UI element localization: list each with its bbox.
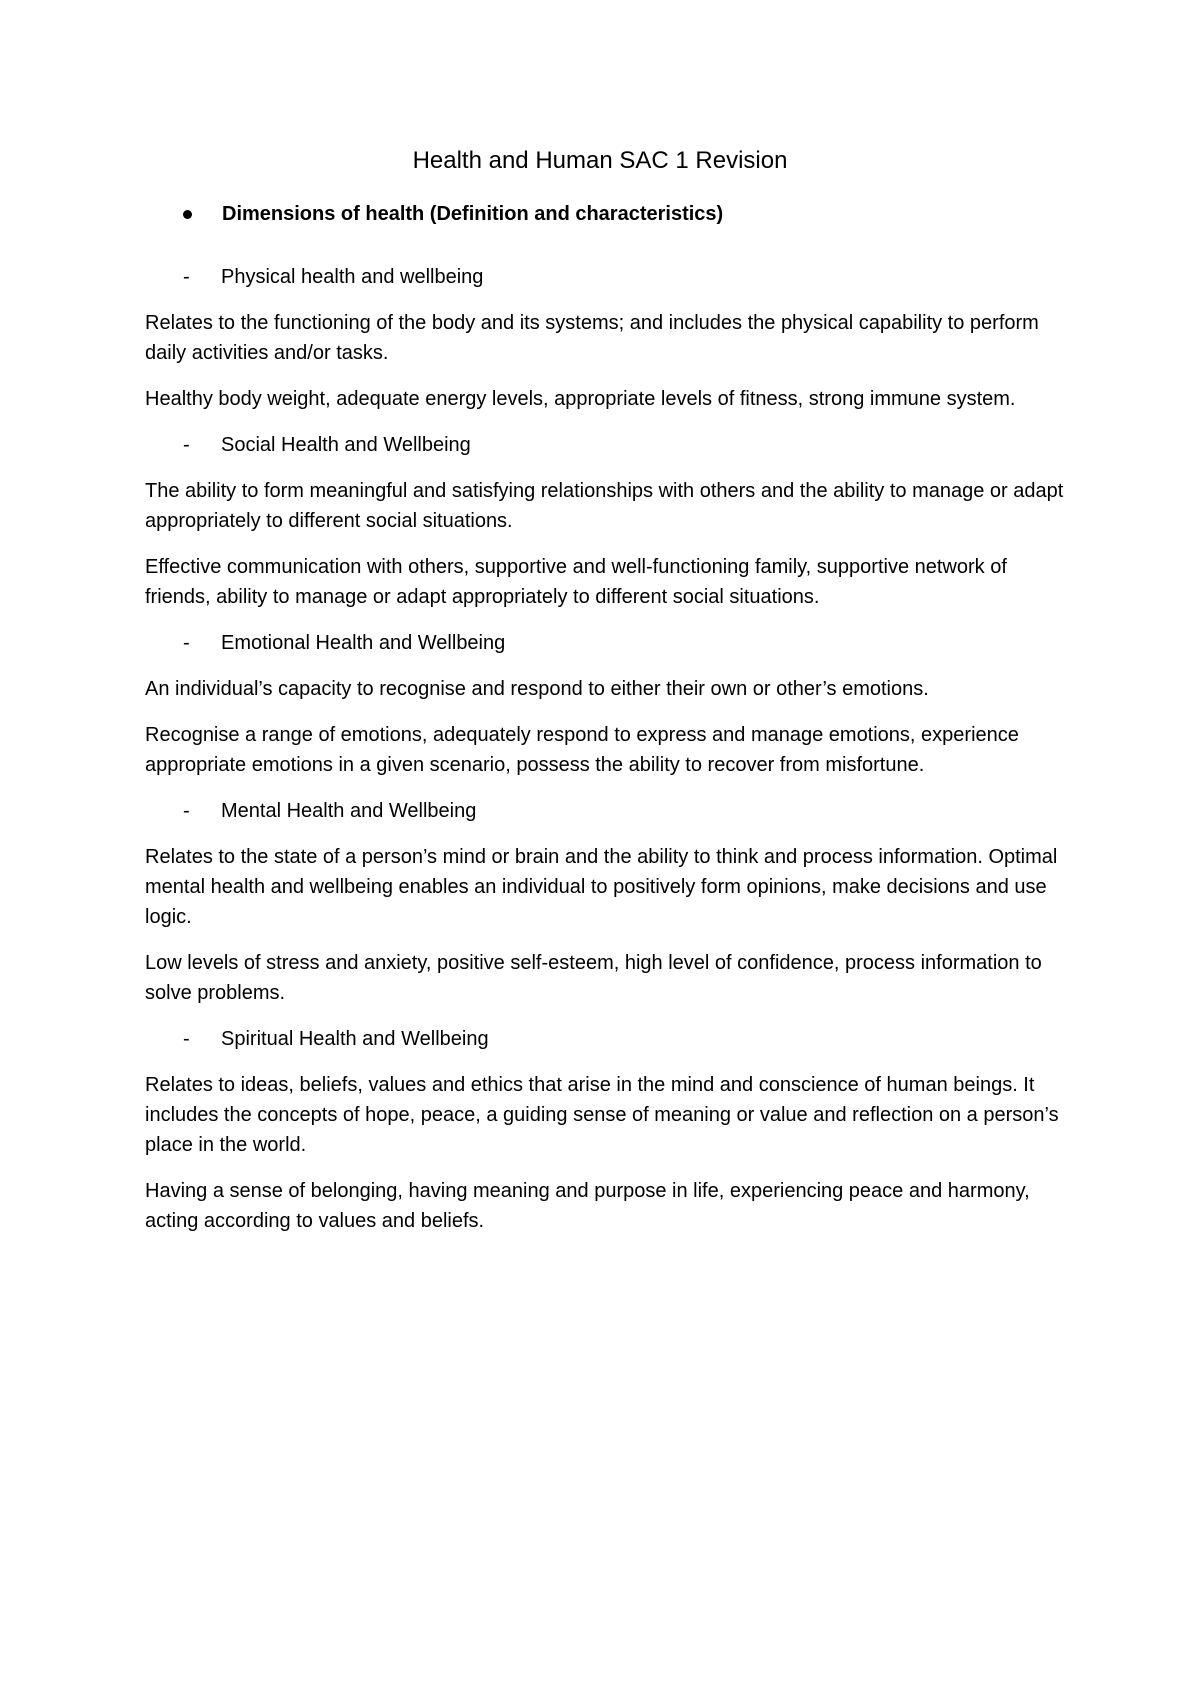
section-spiritual [145, 1024, 1075, 1236]
dash-marker: - [183, 800, 190, 822]
bullet-heading-text: Dimensions of health (Definition and characteristics) [222, 203, 724, 225]
document-title: Health and Human SAC 1 Revision [412, 147, 788, 174]
section-characteristics: Low levels of stress and anxiety, positive self-esteem, high level of confidence, process information to solve problems. [145, 952, 1042, 1004]
dash-marker: - [183, 1028, 190, 1050]
section-heading [145, 796, 1075, 826]
section-characteristics: Healthy body weight, adequate energy levels, appropriate levels of fitness, strong immune system. [145, 388, 1016, 410]
section-mental [145, 796, 1075, 1008]
section-characteristics: Effective communication with others, supportive and well-functioning family, supportive network of friends, ability to manage or adapt appropriately to different social situations. [145, 556, 1007, 608]
section-definition: The ability to form meaningful and satisfying relationships with others and the ability to manage or adapt appropriately to different social situations. [145, 480, 1064, 532]
bullet-icon [183, 210, 192, 219]
section-definition: Relates to ideas, beliefs, values and ethics that arise in the mind and conscience of human beings. It includes the concepts of hope, peace, a guiding sense of meaning or value and reflection on a person’s place in the world. [145, 1074, 1059, 1156]
document-content [145, 262, 1075, 1252]
section-characteristics: Recognise a range of emotions, adequately respond to express and manage emotions, experience appropriate emotions in a given scenario, possess the ability to recover from misfortune. [145, 724, 1019, 776]
section-heading-text: Physical health and wellbeing [221, 266, 484, 288]
bullet-heading [183, 200, 723, 228]
section-heading [145, 430, 1075, 460]
section-definition: An individual’s capacity to recognise and respond to either their own or other’s emotions. [145, 678, 929, 700]
section-heading [145, 1024, 1075, 1054]
section-heading-text: Social Health and Wellbeing [221, 434, 471, 456]
section-definition: Relates to the state of a person’s mind or brain and the ability to think and process information. Optimal mental health and wellbeing enables an individual to positively form opinions, make decisions and use logic. [145, 846, 1058, 928]
section-definition: Relates to the functioning of the body and its systems; and includes the physical capability to perform daily activities and/or tasks. [145, 312, 1039, 364]
dash-marker: - [183, 632, 190, 654]
dash-marker: - [183, 434, 190, 456]
section-social [145, 430, 1075, 612]
dash-marker: - [183, 266, 190, 288]
section-characteristics: Having a sense of belonging, having meaning and purpose in life, experiencing peace and harmony, acting according to values and beliefs. [145, 1180, 1030, 1232]
section-emotional [145, 628, 1075, 780]
section-heading [145, 262, 1075, 292]
section-heading [145, 628, 1075, 658]
section-physical [145, 262, 1075, 414]
section-heading-text: Spiritual Health and Wellbeing [221, 1028, 489, 1050]
section-heading-text: Mental Health and Wellbeing [221, 800, 477, 822]
section-heading-text: Emotional Health and Wellbeing [221, 632, 506, 654]
